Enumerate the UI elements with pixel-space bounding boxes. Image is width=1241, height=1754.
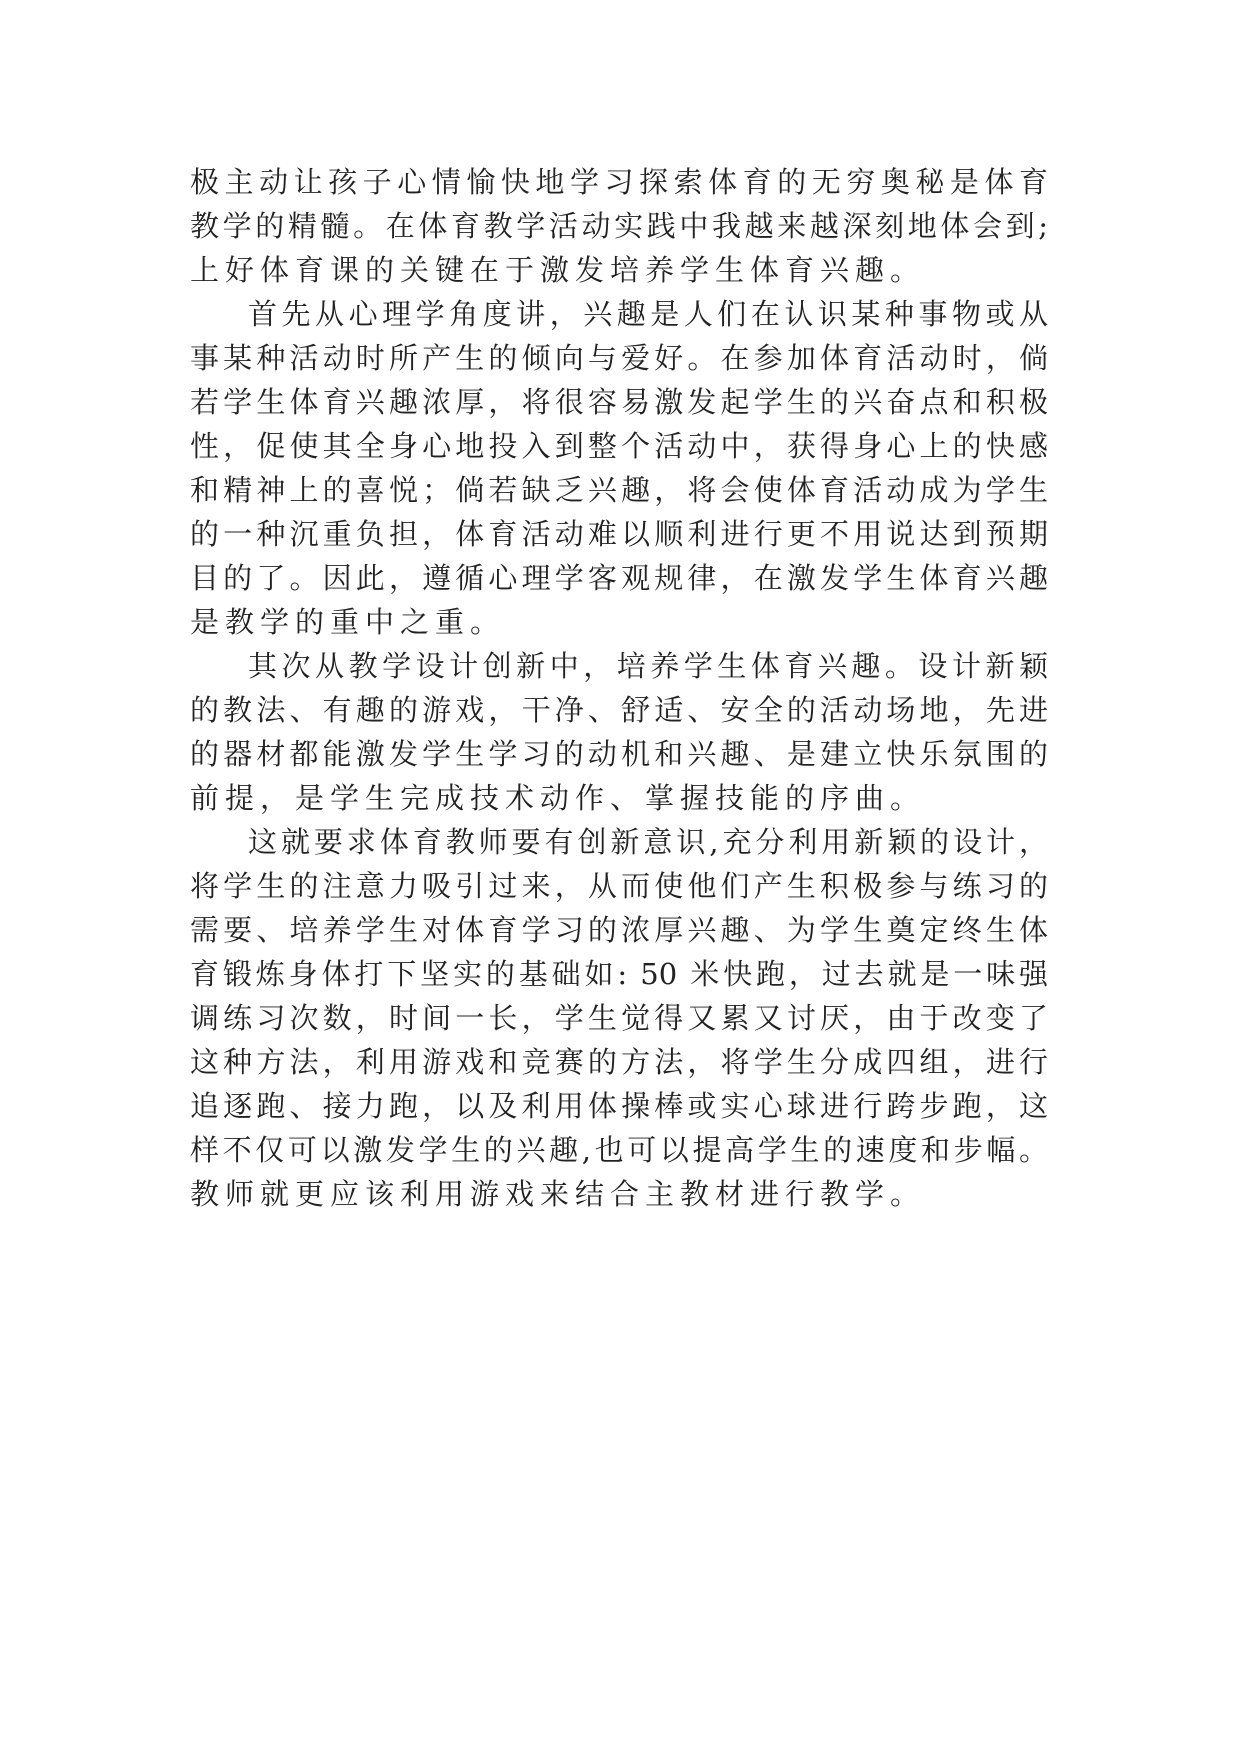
text-line: 的教法、有趣的游戏，干净、舒适、安全的活动场地，先进 <box>190 693 1048 727</box>
text-line: 调练习次数，时间一长，学生觉得又累又讨厌，由于改变了 <box>190 1001 1048 1035</box>
text-line: 这就要求体育教师要有创新意识,充分利用新颖的设计， <box>248 825 1048 859</box>
text-line: 目的了。因此，遵循心理学客观规律，在激发学生体育兴趣 <box>190 561 1048 595</box>
text-line: 这种方法，利用游戏和竞赛的方法，将学生分成四组，进行 <box>190 1045 1048 1079</box>
text-line: 是教学的重中之重。 <box>190 605 506 639</box>
text-line: 若学生体育兴趣浓厚，将很容易激发起学生的兴奋点和积极 <box>190 385 1048 419</box>
text-line: 教学的精髓。在体育教学活动实践中我越来越深刻地体会到; <box>190 209 1048 243</box>
text-line: 前提，是学生完成技术动作、掌握技能的序曲。 <box>190 781 926 815</box>
document-body <box>190 160 1048 1216</box>
paragraph-1 <box>190 160 1048 292</box>
text-line: 追逐跑、接力跑，以及利用体操棒或实心球进行跨步跑，这 <box>190 1089 1048 1123</box>
paragraph-4 <box>190 820 1048 1216</box>
text-line: 极主动让孩子心情愉快地学习探索体育的无穷奥秘是体育 <box>190 165 1048 199</box>
text-line: 其次从教学设计创新中，培养学生体育兴趣。设计新颖 <box>248 649 1048 683</box>
paragraph-2 <box>190 292 1048 644</box>
text-line: 的器材都能激发学生学习的动机和兴趣、是建立快乐氛围的 <box>190 737 1048 771</box>
text-line: 教师就更应该利用游戏来结合主教材进行教学。 <box>190 1177 926 1211</box>
text-line: 需要、培养学生对体育学习的浓厚兴趣、为学生奠定终生体 <box>190 913 1048 947</box>
text-line: 事某种活动时所产生的倾向与爱好。在参加体育活动时，倘 <box>190 341 1048 375</box>
paragraph-3 <box>190 644 1048 820</box>
text-line: 样不仅可以激发学生的兴趣,也可以提高学生的速度和步幅。 <box>190 1133 1048 1167</box>
text-line: 将学生的注意力吸引过来，从而使他们产生积极参与练习的 <box>190 869 1048 903</box>
text-line: 的一种沉重负担，体育活动难以顺利进行更不用说达到预期 <box>190 517 1048 551</box>
text-line: 育锻炼身体打下坚实的基础如: 50 米快跑，过去就是一味强 <box>190 957 1048 991</box>
text-line: 性，促使其全身心地投入到整个活动中，获得身心上的快感 <box>190 429 1048 463</box>
text-line: 上好体育课的关键在于激发培养学生体育兴趣。 <box>190 253 926 287</box>
text-line: 和精神上的喜悦；倘若缺乏兴趣，将会使体育活动成为学生 <box>190 473 1048 507</box>
text-line: 首先从心理学角度讲，兴趣是人们在认识某种事物或从 <box>248 297 1048 331</box>
